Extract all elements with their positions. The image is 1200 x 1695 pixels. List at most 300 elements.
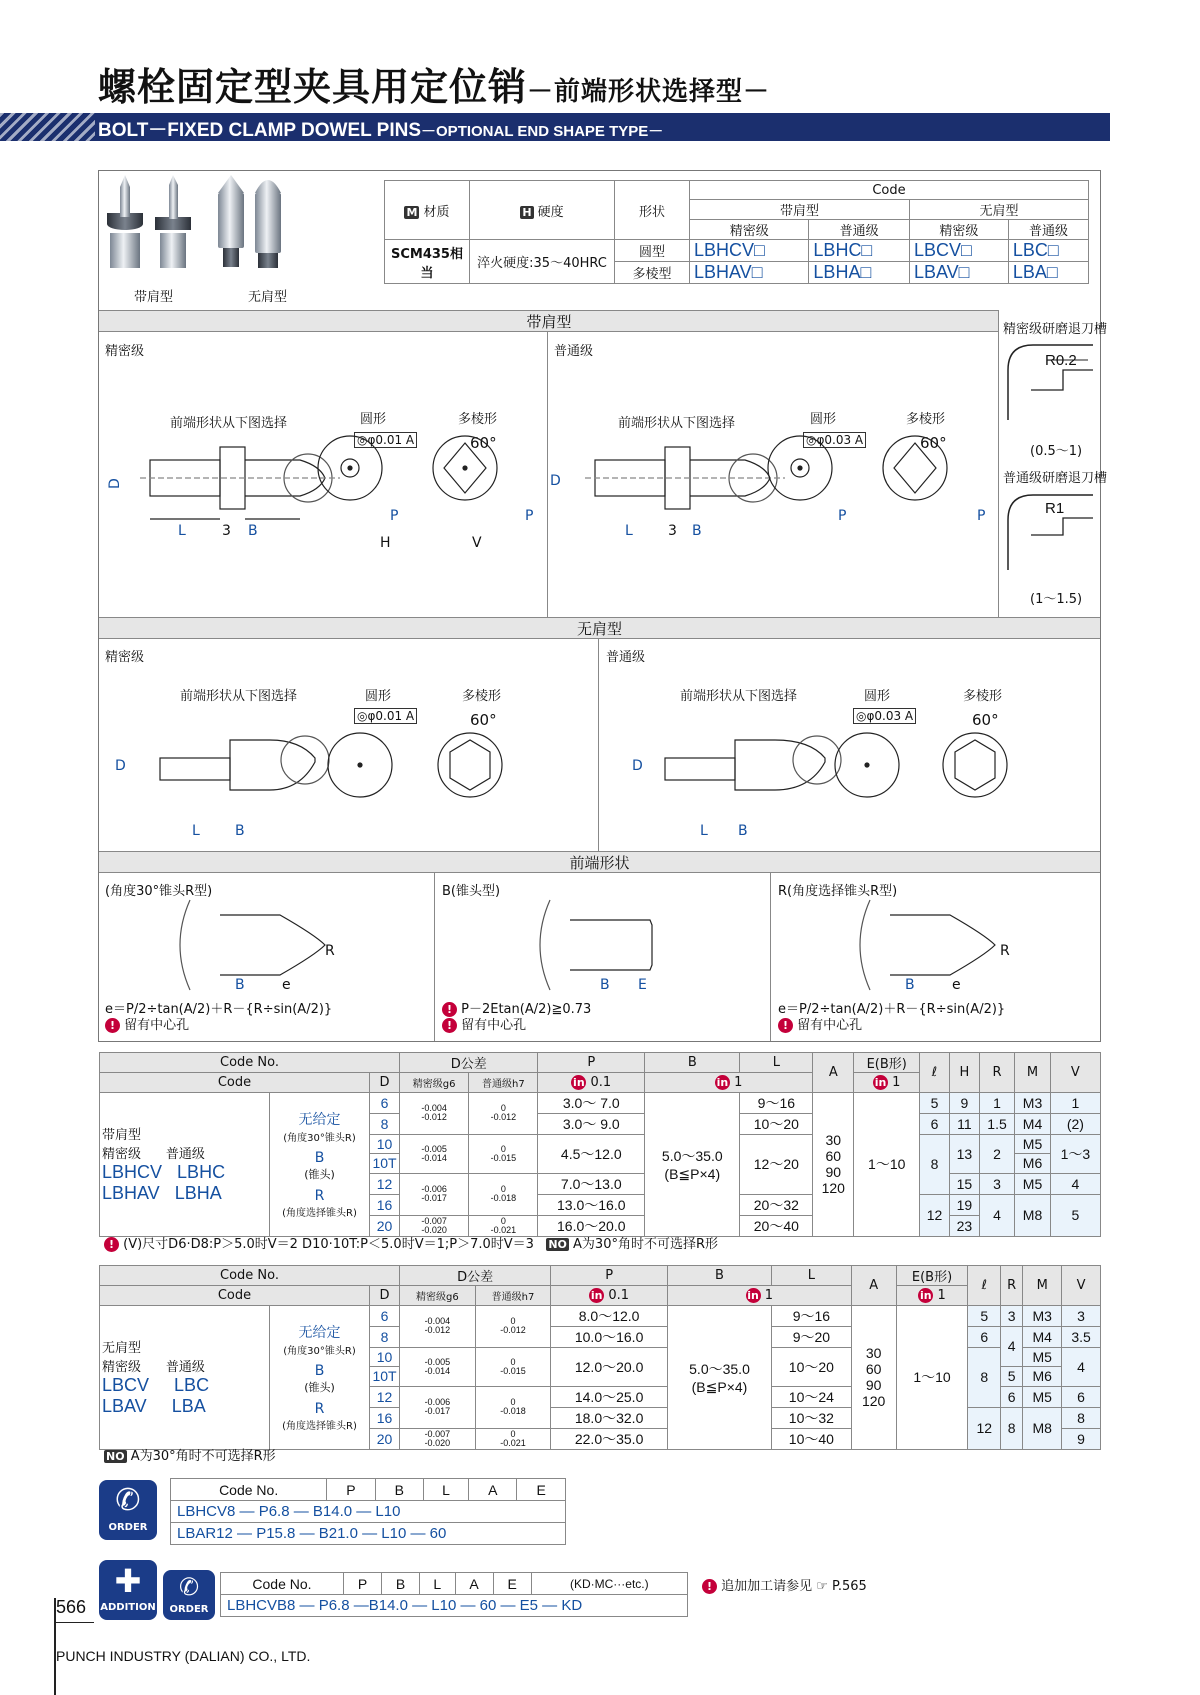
photo-label-noshoulder: 无肩型 [248,290,288,305]
cell-p: 8.0～12.0 [551,1305,668,1326]
no-icon: NO [106,1450,125,1463]
cell-h7: 0 -0.012 [475,1305,551,1347]
svg-text:B: B [905,977,915,993]
cell-v: (2) [1050,1113,1100,1134]
th-r: R [1001,1266,1023,1306]
end-shape-cell: 无给定 (角度30°锥头R) B (锥头) R (角度选择锥头R) [270,1305,370,1449]
cell-m: M5 [1023,1347,1062,1367]
spec-code: LBC□ [1008,240,1088,262]
increment-icon: in [874,1075,887,1089]
th-bl-unit: in 1 [645,1073,813,1093]
endshape-drawings [100,895,1095,995]
th-a: A [851,1266,896,1306]
info-icon: ! [105,1018,120,1033]
cell-r: 3 [1001,1305,1023,1326]
end-r-title: R(角度选择锥头R型) [778,884,898,899]
th-code: Code [100,1286,370,1306]
th-a: A [813,1053,854,1093]
th-e: E(B形) [854,1053,920,1073]
grind-title-precision: 精密级研磨退刀槽 [1003,322,1108,337]
center-hole-note: ! 留有中心孔 [105,1014,189,1033]
cell-e: 1～10 [854,1092,920,1236]
cell-lsmall: 8 [920,1134,950,1194]
info-icon: ! [442,1018,457,1033]
th-g6: 精密级g6 [400,1073,469,1093]
order-badge: ✆ ORDER [163,1570,215,1620]
cell-p: 4.5～12.0 [538,1134,645,1173]
cell-g6: -0.005 -0.014 [400,1347,476,1386]
cell-h7: 0 -0.012 [469,1092,538,1134]
cell-l: 10～24 [772,1386,852,1407]
cell-g6: -0.007 -0.020 [400,1428,476,1449]
th-r: R [979,1053,1015,1093]
cell-h: 11 [949,1113,979,1134]
cell-lsmall: 12 [968,1407,1001,1449]
cell-r: 1 [979,1092,1015,1113]
cell-b: 5.0～35.0 (B≦P×4) [667,1305,771,1449]
cell-r: 3 [979,1173,1015,1194]
cell-v: 3 [1062,1305,1101,1326]
th-g6: 精密级g6 [400,1286,476,1306]
shoulder-pin-precision [140,447,340,519]
order-row: LBHCV8 — P6.8 — B14.0 — L10 [171,1501,566,1523]
order-badge: ✆ ORDER [99,1480,157,1540]
cell-h7: 0 -0.018 [475,1386,551,1428]
cell-h: 23 [949,1215,979,1236]
cell-v: 3.5 [1062,1326,1101,1347]
svg-text:D: D [632,758,643,774]
cell-d: 20 [370,1215,400,1236]
poly-label: 多棱形 [963,689,1003,704]
section-shoulder-bar: 带肩型 [99,310,999,332]
cell-p: 10.0～16.0 [551,1326,668,1347]
th-p-unit: in 0.1 [551,1286,668,1306]
svg-text:L: L [178,523,186,539]
cell-p: 14.0～25.0 [551,1386,668,1407]
cell-d: 6 [370,1092,400,1113]
footer-line [54,1622,94,1623]
cell-d: 8 [370,1326,400,1347]
end-b-title: B(锥头型) [442,884,501,899]
cell-p: 3.0～ 7.0 [538,1092,645,1113]
spec-code-header: Code [690,181,1089,200]
spec-table [384,180,1089,284]
cell-h7: 0 -0.015 [469,1134,538,1173]
shoulder-drawings [100,335,995,615]
tolerance-box: ◎φ0.01 A [354,708,417,724]
pin-noshoulder-1 [218,175,244,267]
spec-precision-header: 精密级 [909,220,1008,240]
title-en-sub: －OPTIONAL END SHAPE TYPE－ [421,123,664,140]
table1-note: ! (V)尺寸D6·D8:P＞5.0时V＝2 D10·10T:P＜5.0时V＝1;P＞7.0时V＝3 NO A为30°角时不可选择R形 [104,1233,718,1252]
cell-v: 9 [1062,1428,1101,1449]
order-row: LBAR12 — P15.8 — B21.0 — L10 — 60 [171,1523,566,1545]
cell-v: 4 [1050,1173,1100,1194]
cell-h: 13 [949,1134,979,1173]
cell-m: M6 [1015,1154,1050,1174]
cell-l: 10～32 [772,1407,852,1428]
svg-text:R: R [1000,943,1010,959]
poly-label: 多棱形 [462,689,502,704]
cell-h7: 0 -0.015 [475,1347,551,1386]
end-shape-cell: 无给定 (角度30°锥头R) B (锥头) R (角度选择锥头R) [270,1092,370,1236]
svg-text:e: e [282,977,291,993]
cell-h7: 0 -0.018 [469,1173,538,1215]
spec-code: LBA□ [1008,262,1088,284]
spec-material: SCM435相当 [385,240,470,284]
cell-h: 19 [949,1194,979,1215]
cell-l: 20～32 [740,1194,813,1215]
hardness-icon: H [522,205,532,219]
cell-d: 12 [370,1386,400,1407]
cell-g6: -0.004 -0.012 [400,1092,469,1134]
increment-icon: in [573,1075,585,1089]
code-cell: 无肩型 精密级 普通级 LBCV LBC LBAV LBA [100,1305,270,1449]
cell-d: 10 [370,1134,400,1154]
increment-icon: in [590,1288,603,1302]
product-photos [105,175,335,270]
order-header: B [382,1573,420,1595]
page-title [98,56,770,111]
th-e: E(B形) [896,1266,968,1286]
tolerance-box: ◎φ0.01 A [354,432,417,448]
spec-code: LBHC□ [809,240,910,262]
cell-l: 10～20 [772,1347,852,1386]
th-codeno: Code No. [100,1053,400,1073]
dimension-table-noshoulder [99,1265,1101,1450]
svg-text:e: e [952,977,961,993]
addition-note: ! 追加加工请参见 ☞ P.565 [702,1575,867,1594]
r-range1: (0.5～1) [1030,444,1083,459]
title-en-main: BOLT－FIXED CLAMP DOWEL PINS [98,120,422,141]
th-p: P [551,1266,668,1286]
angle-label: 60° [470,711,497,729]
svg-text:L: L [700,823,708,839]
page-number: 566 [56,1597,87,1617]
cell-r: 1.5 [979,1113,1015,1134]
th-p: P [538,1053,645,1073]
r02-label: R0.2 [1045,352,1077,369]
cell-m: M3 [1023,1305,1062,1326]
cell-p: 18.0～32.0 [551,1407,668,1428]
cell-d: 10 [370,1347,400,1367]
svg-text:B: B [248,523,258,539]
svg-text:3: 3 [668,523,677,539]
spec-material-header: M 材质 [385,181,470,240]
round-end-view [318,436,382,500]
svg-text:D: D [115,758,126,774]
cell-g6: -0.007 -0.020 [400,1215,469,1236]
spec-code: LBHA□ [809,262,910,284]
spec-hardness-header: H 硬度 [470,181,615,240]
th-b: B [667,1266,771,1286]
cell-l: 10～40 [772,1428,852,1449]
spec-code: LBCV□ [909,240,1008,262]
spec-code: LBHCV□ [690,240,809,262]
section-endshape-bar: 前端形状 [99,851,1100,873]
cell-v: 1 [1050,1092,1100,1113]
order-header: E [517,1479,566,1501]
cell-b: 5.0～35.0 (B≦P×4) [645,1092,740,1236]
order-header: B [375,1479,423,1501]
shoulder-pin-normal [585,436,947,509]
th-l: L [740,1053,813,1073]
svg-text:D: D [550,473,561,489]
svg-text:L: L [625,523,633,539]
th-m: M [1023,1266,1062,1306]
spec-normal-header: 普通级 [1008,220,1088,240]
angle-label: 60° [972,711,999,729]
th-p-unit: in 0.1 [538,1073,645,1093]
formula-b: ! P－2Etan(A/2)≧0.73 [442,998,591,1017]
spec-poly: 多棱型 [615,262,690,284]
cell-h: 9 [949,1092,979,1113]
th-dtol: D公差 [400,1053,538,1073]
th-e-unit: in 1 [896,1286,968,1306]
spec-code: LBHAV□ [690,262,809,284]
svg-text:P: P [977,508,986,524]
cell-r: 8 [1001,1407,1023,1449]
code-cell: 带肩型 精密级 普通级 LBHCV LBHC LBHAV LBHA [100,1092,270,1236]
order-addition-table [220,1572,688,1617]
cell-l: 12～20 [740,1134,813,1194]
order-header: A [469,1479,517,1501]
center-hole-note: ! 留有中心孔 [778,1014,862,1033]
th-d: D [370,1073,400,1093]
phone-icon: ✆ [115,1483,141,1518]
th-m: M [1015,1053,1050,1093]
formula-r: e＝P/2÷tan(A/2)＋R－{R÷sin(A/2)} [778,1002,1006,1017]
r-range2: (1～1.5) [1030,592,1083,607]
cell-m: M4 [1023,1326,1062,1347]
cell-h7: 0 -0.021 [475,1428,551,1449]
cell-a: 30 60 90 120 [851,1305,896,1449]
cell-d: 10T [370,1154,400,1174]
noshoulder-pin-normal [665,733,1007,797]
cell-r: 4 [979,1194,1015,1236]
material-icon: M [406,205,418,219]
th-bl-unit: in 1 [667,1286,851,1306]
pin-shoulder-1 [107,175,143,268]
spec-round: 圆型 [615,240,690,262]
cell-d: 20 [370,1428,400,1449]
cell-m: M3 [1015,1092,1050,1113]
cell-m: M6 [1023,1367,1062,1387]
cell-d: 16 [370,1407,400,1428]
cell-p: 22.0～35.0 [551,1428,668,1449]
spec-shape-header: 形状 [615,181,690,240]
cell-d: 10T [370,1367,400,1387]
increment-icon: in [747,1288,759,1302]
th-v: V [1050,1053,1100,1093]
cell-v: 5 [1050,1194,1100,1236]
select-note: 前端形状从下图选择 [170,416,288,431]
title-en [98,115,663,142]
dim-labels-3 [115,758,748,839]
angle-label: 60° [470,434,497,452]
company-name: PUNCH INDUSTRY (DALIAN) CO., LTD. [56,1648,311,1664]
label-precision: 精密级 [105,344,145,359]
svg-text:R: R [325,943,335,959]
end-a-title: (角度30°锥头R型) [105,884,213,899]
pin-noshoulder-2 [255,180,281,268]
cell-m: M8 [1023,1407,1062,1449]
addition-badge: ✚ ADDITION [99,1560,157,1620]
th-codeno: Code No. [100,1266,400,1286]
svg-text:P: P [525,508,534,524]
order-header: A [455,1573,493,1595]
svg-text:B: B [738,823,748,839]
th-dtol: D公差 [400,1266,551,1286]
th-lsmall: ℓ [968,1266,1001,1306]
spec-noshoulder-header: 无肩型 [909,200,1088,220]
select-note: 前端形状从下图选择 [680,689,798,704]
cell-d: 8 [370,1113,400,1134]
svg-text:B: B [600,977,610,993]
th-e-unit: in 1 [854,1073,920,1093]
poly-label: 多棱形 [458,412,498,427]
title-cn: 螺栓固定型夹具用定位销 [98,65,528,109]
th-h: H [949,1053,979,1093]
select-note: 前端形状从下图选择 [618,416,736,431]
th-d: D [370,1286,400,1306]
info-icon: ! [104,1237,119,1252]
cell-v: 6 [1062,1386,1101,1407]
th-l: L [772,1266,852,1286]
label-precision: 精密级 [105,650,145,665]
spec-normal-header: 普通级 [809,220,910,240]
noshoulder-drawings [100,640,1095,850]
cell-lsmall: 6 [968,1326,1001,1347]
th-b: B [645,1053,740,1073]
plus-icon: ✚ [114,1562,142,1600]
cell-p: 12.0～20.0 [551,1347,668,1386]
th-lsmall: ℓ [920,1053,950,1093]
cell-m: M4 [1015,1113,1050,1134]
spec-code: LBAV□ [909,262,1008,284]
round-label: 圆形 [365,689,392,704]
order-header: L [424,1479,469,1501]
cell-a: 30 60 90 120 [813,1092,854,1236]
cell-m: M5 [1023,1386,1062,1407]
order-row: LBHCVB8 — P6.8 —B14.0 — L10 — 60 — E5 — KD [221,1595,688,1617]
cell-r: 6 [1001,1386,1023,1407]
svg-text:B: B [235,977,245,993]
cell-g6: -0.004 -0.012 [400,1305,476,1347]
cell-d: 6 [370,1305,400,1326]
cell-v: 4 [1062,1347,1101,1386]
poly-end-view [433,436,497,500]
order-header: P [327,1479,375,1501]
svg-text:L: L [192,823,200,839]
order-header: Code No. [171,1479,327,1501]
info-icon: ! [778,1018,793,1033]
cell-p: 16.0～20.0 [538,1215,645,1236]
round-label: 圆形 [360,412,387,427]
cell-p: 13.0～16.0 [538,1194,645,1215]
svg-text:3: 3 [222,523,231,539]
cell-g6: -0.006 -0.017 [400,1386,476,1428]
cell-r: 2 [979,1134,1015,1173]
svg-text:B: B [692,523,702,539]
spec-hardness: 淬火硬度:35～40HRC [470,240,615,284]
cell-h: 15 [949,1173,979,1194]
label-normal: 普通级 [554,344,594,359]
poly-label: 多棱形 [906,412,946,427]
cell-l: 9～16 [740,1092,813,1113]
cell-l: 9～20 [772,1326,852,1347]
svg-text:D: D [107,478,123,489]
order-header: E [493,1573,531,1595]
r1-label: R1 [1045,500,1065,517]
cell-p: 3.0～ 9.0 [538,1113,645,1134]
pin-shoulder-2 [155,175,191,268]
cell-lsmall: 5 [968,1305,1001,1326]
phone-icon: ✆ [178,1573,200,1601]
cell-l: 10～20 [740,1113,813,1134]
angle-label: 60° [920,434,947,452]
title-cn-sub: －前端形状选择型－ [527,77,771,107]
svg-text:H: H [380,535,391,551]
round-label: 圆形 [810,412,837,427]
cell-lsmall: 8 [968,1347,1001,1407]
cell-m: M5 [1015,1134,1050,1154]
cell-l: 9～16 [772,1305,852,1326]
order-header: P [343,1573,381,1595]
cell-r: 4 [1001,1326,1023,1367]
order-header: (KD·MC···etc.) [531,1573,687,1595]
spec-shoulder-header: 带肩型 [690,200,910,220]
cell-l: 20～40 [740,1215,813,1236]
info-icon: ! [442,1002,457,1017]
center-hole-note: ! 留有中心孔 [442,1014,526,1033]
svg-text:B: B [235,823,245,839]
info-icon: ! [702,1579,717,1594]
tolerance-box: ◎φ0.03 A [853,708,916,724]
order-example-table [170,1478,566,1545]
increment-icon: in [920,1288,932,1302]
photo-label-shoulder: 带肩型 [134,290,174,305]
cell-g6: -0.005 -0.014 [400,1134,469,1173]
tolerance-box: ◎φ0.03 A [803,432,866,448]
cell-e: 1～10 [896,1305,968,1449]
cell-m: M8 [1015,1194,1050,1236]
dimension-table-shoulder [99,1052,1101,1237]
cell-d: 16 [370,1194,400,1215]
increment-icon: in [716,1075,729,1089]
svg-text:E: E [638,977,647,993]
dim-labels-1 [107,478,533,551]
table2-note: NO A为30°角时不可选择R形 [106,1449,276,1464]
grind-groove-drawings [1003,340,1098,615]
spec-precision-header: 精密级 [690,220,809,240]
th-h7: 普通级h7 [475,1286,551,1306]
cell-m: M5 [1015,1173,1050,1194]
cell-r: 5 [1001,1367,1023,1387]
svg-text:P: P [390,508,399,524]
cell-p: 7.0～13.0 [538,1173,645,1194]
cell-lsmall: 5 [920,1092,950,1113]
cell-h7: 0 -0.021 [469,1215,538,1236]
grind-title-normal: 普通级研磨退刀槽 [1003,471,1108,486]
order-header: L [420,1573,455,1595]
cell-lsmall: 12 [920,1194,950,1236]
svg-text:V: V [472,535,482,551]
cell-g6: -0.006 -0.017 [400,1173,469,1215]
cell-v: 8 [1062,1407,1101,1428]
formula-a: e＝P/2÷tan(A/2)＋R－{R÷sin(A/2)} [105,1002,333,1017]
no-icon: NO [548,1238,567,1251]
